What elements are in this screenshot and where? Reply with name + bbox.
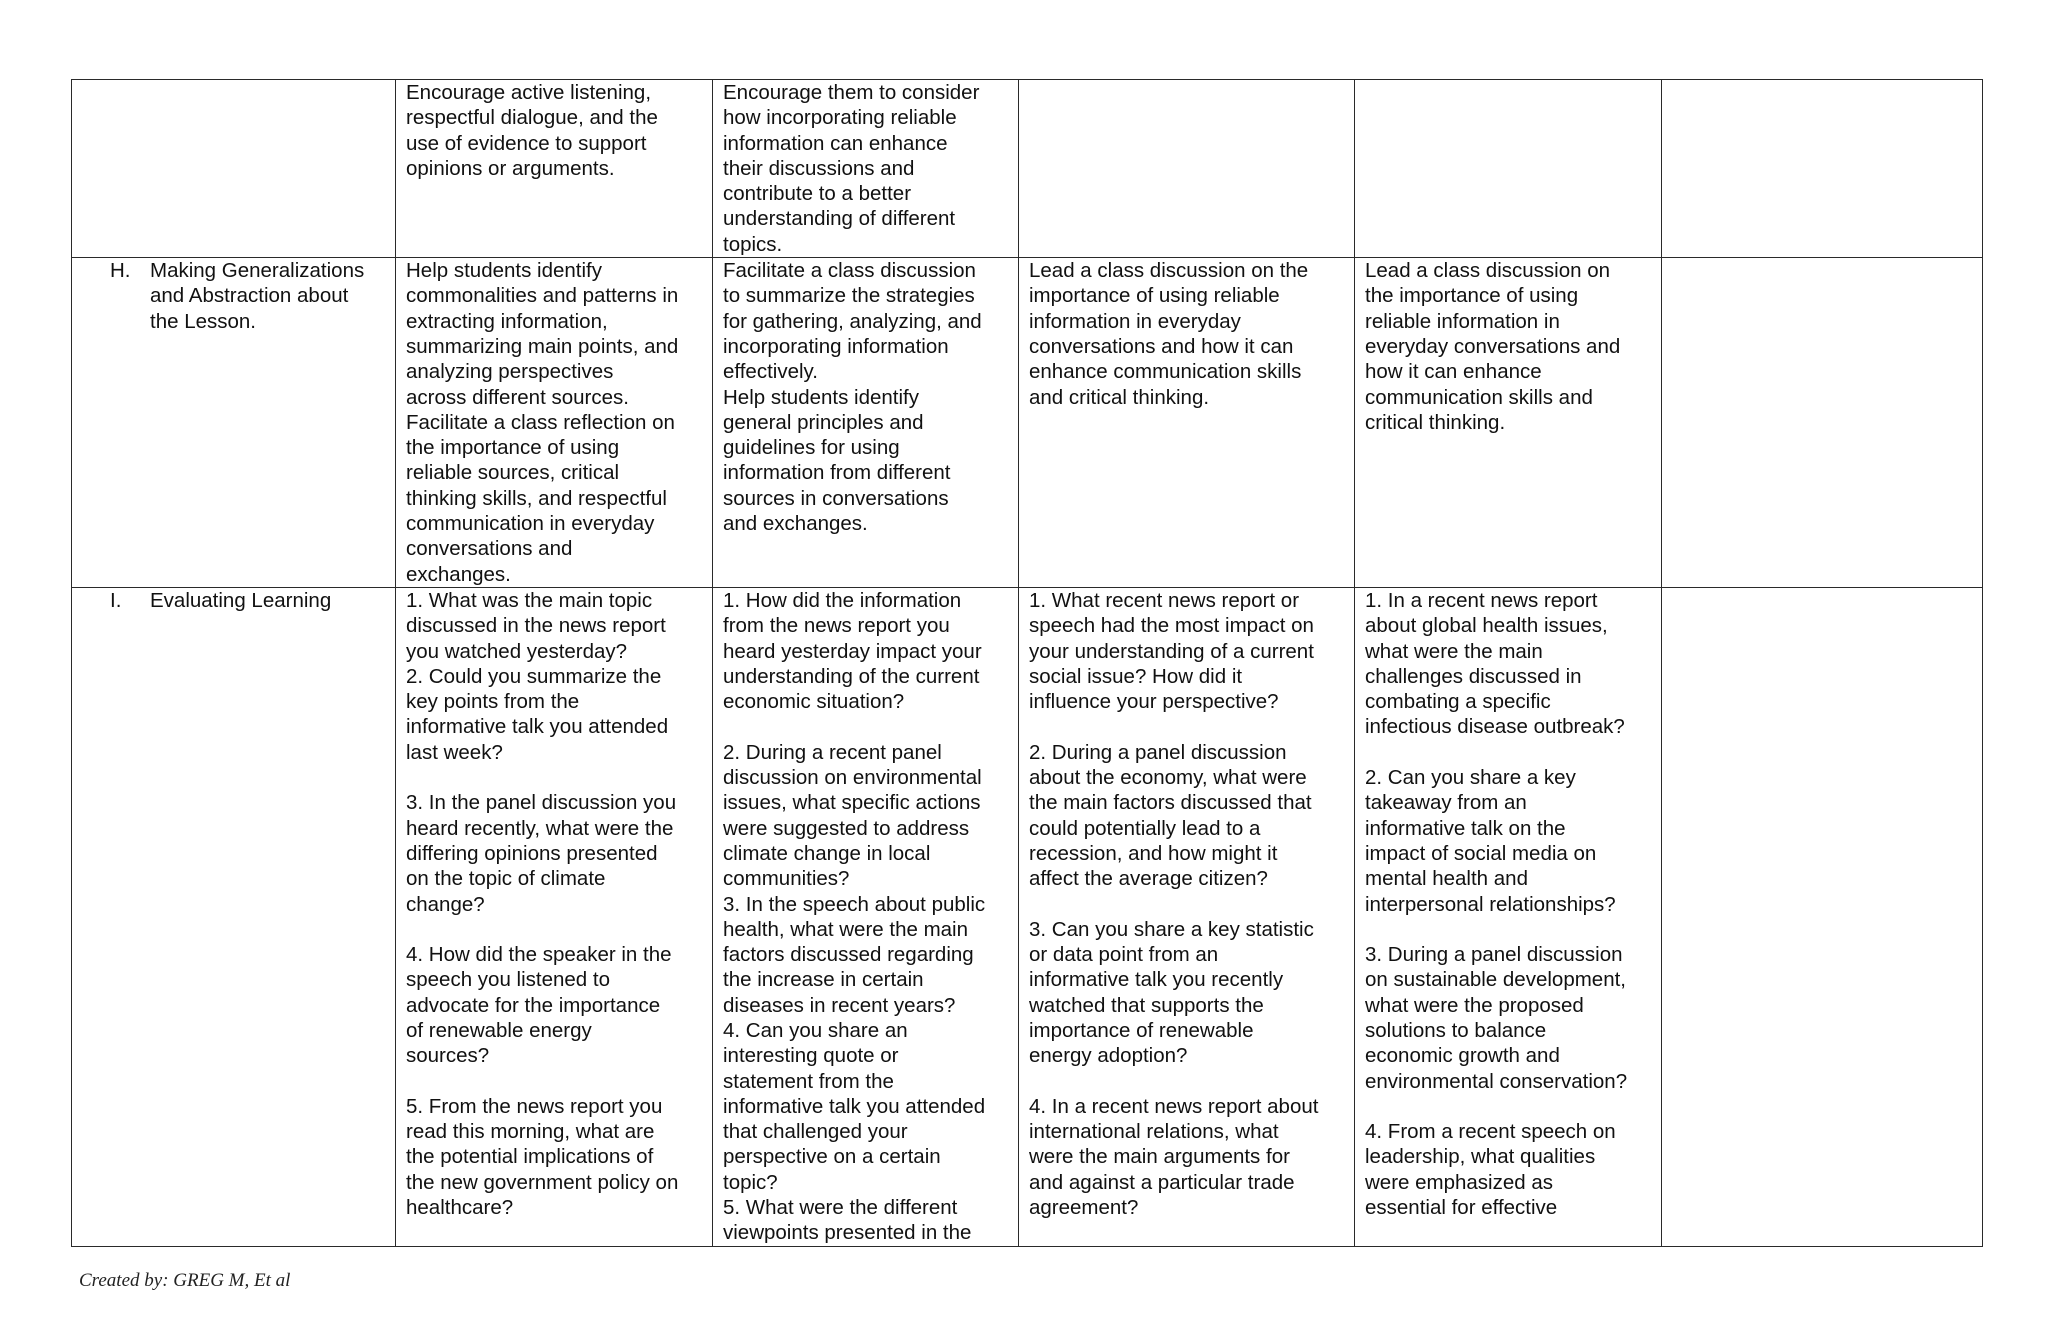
cell-line: analyzing perspectives (406, 360, 614, 384)
cell-line: communities? (723, 867, 850, 891)
table-cell-col-4 (1355, 80, 1662, 258)
blank-line (1029, 714, 1344, 739)
row-i-evaluating-learning (72, 587, 1983, 1246)
row-label-letter: H. (110, 259, 131, 283)
row-label-text (150, 588, 385, 613)
row-label-cell (72, 80, 396, 258)
label-line: the Lesson. (150, 309, 256, 333)
table-cell-col-3 (1019, 258, 1355, 588)
cell-line: and exchanges. (723, 512, 868, 536)
row-label (82, 588, 385, 613)
cell-line: influence your perspective? (1029, 690, 1279, 714)
cell-line: change? (406, 892, 485, 916)
cell-line: topic? (723, 1170, 778, 1194)
cell-line: of renewable energy (406, 1018, 592, 1042)
cell-line: information in everyday (1029, 309, 1241, 333)
cell-line: 3. Can you share a key statistic (1029, 917, 1314, 941)
cell-line: conversations and how it can (1029, 334, 1294, 358)
cell-line: speech you listened to (406, 968, 610, 992)
row-label-text (150, 258, 385, 334)
cell-line: guidelines for using (723, 436, 900, 460)
cell-line: information can enhance (723, 131, 948, 155)
cell-line: agreement? (1029, 1196, 1139, 1220)
cell-line: informative talk you attended (723, 1094, 986, 1118)
table-cell-col-4 (1355, 258, 1662, 588)
cell-line: informative talk you attended (406, 715, 669, 739)
cell-line: communication skills and (1365, 385, 1593, 409)
cell-line: on sustainable development, (1365, 968, 1626, 992)
row-label-cell (72, 587, 396, 1246)
cell-line: 5. From the news report you (406, 1094, 663, 1118)
cell-line: statement from the (723, 1069, 894, 1093)
row-continuation (72, 80, 1983, 258)
blank-line (1365, 740, 1651, 765)
cell-line: incorporating information (723, 334, 949, 358)
cell-line: environmental conservation? (1365, 1069, 1628, 1093)
cell-line: infectious disease outbreak? (1365, 715, 1625, 739)
blank-line (1029, 1069, 1344, 1094)
cell-line: discussion on environmental (723, 766, 982, 790)
cell-line: for gathering, analyzing, and (723, 309, 982, 333)
cell-line: heard recently, what were the (406, 816, 674, 840)
cell-line: effectively. (723, 360, 818, 384)
cell-line: the importance of using (406, 436, 620, 460)
cell-line: that challenged your (723, 1120, 908, 1144)
cell-line: exchanges. (406, 562, 511, 586)
cell-line: the main factors discussed that (1029, 791, 1312, 815)
blank-line (1365, 1094, 1651, 1119)
table-cell-col-5 (1662, 587, 1983, 1246)
table-cell-col-4 (1355, 587, 1662, 1246)
cell-line: on the topic of climate (406, 867, 606, 891)
cell-line: informative talk on the (1365, 816, 1566, 840)
cell-line: last week? (406, 740, 503, 764)
cell-line: essential for effective (1365, 1196, 1558, 1220)
cell-line: 2. Can you share a key (1365, 766, 1576, 790)
table-cell-col-5 (1662, 80, 1983, 258)
cell-line: contribute to a better (723, 182, 912, 206)
lesson-plan-table (71, 79, 1983, 1247)
cell-line: heard yesterday impact your (723, 639, 982, 663)
cell-line: international relations, what (1029, 1120, 1279, 1144)
cell-line: understanding of the current (723, 664, 980, 688)
cell-line: Lead a class discussion on the (1029, 259, 1309, 283)
cell-line: commonalities and patterns in (406, 284, 679, 308)
cell-line: Facilitate a class discussion (723, 259, 976, 283)
cell-line: extracting information, (406, 309, 608, 333)
cell-line: and against a particular trade (1029, 1170, 1295, 1194)
cell-line: Lead a class discussion on (1365, 259, 1611, 283)
cell-line: sources? (406, 1044, 490, 1068)
cell-line: importance of using reliable (1029, 284, 1280, 308)
cell-line: impact of social media on (1365, 841, 1597, 865)
cell-line: were the main arguments for (1029, 1145, 1290, 1169)
cell-line: 1. How did the information (723, 588, 962, 612)
cell-line: economic situation? (723, 690, 905, 714)
cell-line: from the news report you (723, 614, 950, 638)
cell-line: read this morning, what are (406, 1120, 655, 1144)
cell-line: 1. In a recent news report (1365, 588, 1598, 612)
cell-line: 3. In the panel discussion you (406, 791, 677, 815)
cell-line: conversations and (406, 537, 573, 561)
cell-line: key points from the (406, 690, 580, 714)
table-cell-col-1 (396, 258, 713, 588)
cell-line: how it can enhance (1365, 360, 1542, 384)
cell-line: healthcare? (406, 1196, 514, 1220)
cell-line: understanding of different (723, 207, 956, 231)
table-cell-col-2 (713, 587, 1019, 1246)
table-cell-col-1 (396, 80, 713, 258)
cell-line: you watched yesterday? (406, 639, 628, 663)
label-line: Evaluating Learning (150, 588, 332, 612)
table-cell-col-2 (713, 258, 1019, 588)
cell-line: about the economy, what were (1029, 766, 1307, 790)
cell-line: across different sources. (406, 385, 629, 409)
cell-line: energy adoption? (1029, 1044, 1188, 1068)
cell-line: about global health issues, (1365, 614, 1608, 638)
cell-line: 2. During a panel discussion (1029, 740, 1287, 764)
label-line: and Abstraction about (150, 284, 349, 308)
blank-line (1029, 892, 1344, 917)
cell-line: enhance communication skills (1029, 360, 1302, 384)
cell-line: Help students identify (723, 385, 920, 409)
cell-line: to summarize the strategies (723, 284, 975, 308)
cell-line: viewpoints presented in the (723, 1221, 972, 1245)
cell-line: respectful dialogue, and the (406, 106, 658, 130)
cell-line: Encourage active listening, (406, 81, 652, 104)
cell-line: critical thinking. (1365, 410, 1506, 434)
cell-line: 4. From a recent speech on (1365, 1120, 1616, 1144)
cell-line: informative talk you recently (1029, 968, 1284, 992)
cell-line: 2. Could you summarize the (406, 664, 662, 688)
cell-line: interesting quote or (723, 1044, 899, 1068)
cell-line: issues, what specific actions (723, 791, 981, 815)
cell-line: the importance of using (1365, 284, 1579, 308)
footer-credit: Created by: GREG M, Et al (79, 1270, 291, 1291)
cell-line: social issue? How did it (1029, 664, 1243, 688)
cell-line: affect the average citizen? (1029, 867, 1268, 891)
cell-line: takeaway from an (1365, 791, 1527, 815)
cell-line: recession, and how might it (1029, 841, 1278, 865)
cell-line: were suggested to address (723, 816, 970, 840)
label-line: Making Generalizations (150, 259, 365, 283)
cell-line: differing opinions presented (406, 841, 658, 865)
cell-line: solutions to balance (1365, 1018, 1547, 1042)
blank-line (406, 765, 702, 790)
cell-line: 5. What were the different (723, 1196, 958, 1220)
cell-line: speech had the most impact on (1029, 614, 1314, 638)
cell-line: Facilitate a class reflection on (406, 410, 675, 434)
cell-line: interpersonal relationships? (1365, 892, 1616, 916)
cell-line: Help students identify (406, 259, 603, 283)
cell-line: communication in everyday (406, 512, 655, 536)
cell-line: 2. During a recent panel (723, 740, 942, 764)
cell-line: what were the main (1365, 639, 1543, 663)
cell-line: your understanding of a current (1029, 639, 1314, 663)
cell-line: sources in conversations (723, 486, 949, 510)
cell-line: challenges discussed in (1365, 664, 1582, 688)
cell-line: 4. In a recent news report about (1029, 1094, 1319, 1118)
cell-line: summarizing main points, and (406, 334, 679, 358)
table-cell-col-3 (1019, 587, 1355, 1246)
cell-line: what were the proposed (1365, 993, 1584, 1017)
cell-line: were emphasized as (1365, 1170, 1554, 1194)
cell-line: reliable sources, critical (406, 461, 620, 485)
cell-line: health, what were the main (723, 917, 968, 941)
row-label (82, 258, 385, 334)
row-h-generalizations (72, 258, 1983, 588)
cell-line: their discussions and (723, 156, 915, 180)
cell-line: topics. (723, 232, 783, 256)
cell-line: everyday conversations and (1365, 334, 1621, 358)
cell-line: 3. During a panel discussion (1365, 943, 1623, 967)
cell-line: use of evidence to support (406, 131, 647, 155)
blank-line (723, 714, 1008, 739)
row-label-letter: I. (110, 588, 122, 612)
cell-line: combating a specific (1365, 690, 1551, 714)
cell-line: economic growth and (1365, 1044, 1560, 1068)
row-label-cell (72, 258, 396, 588)
cell-line: and critical thinking. (1029, 385, 1210, 409)
cell-line: diseases in recent years? (723, 993, 956, 1017)
cell-line: or data point from an (1029, 943, 1219, 967)
table-cell-col-5 (1662, 258, 1983, 588)
table-cell-col-3 (1019, 80, 1355, 258)
cell-line: leadership, what qualities (1365, 1145, 1596, 1169)
cell-line: opinions or arguments. (406, 156, 615, 180)
cell-line: information from different (723, 461, 951, 485)
cell-line: 3. In the speech about public (723, 892, 986, 916)
cell-line: how incorporating reliable (723, 106, 957, 130)
cell-line: factors discussed regarding (723, 943, 974, 967)
table-cell-col-2 (713, 80, 1019, 258)
cell-line: the increase in certain (723, 968, 924, 992)
cell-line: 1. What recent news report or (1029, 588, 1300, 612)
cell-line: discussed in the news report (406, 614, 666, 638)
table-cell-col-1 (396, 587, 713, 1246)
cell-line: importance of renewable (1029, 1018, 1254, 1042)
cell-line: watched that supports the (1029, 993, 1264, 1017)
cell-line: perspective on a certain (723, 1145, 941, 1169)
cell-line: Encourage them to consider (723, 81, 980, 104)
cell-line: the potential implications of (406, 1145, 654, 1169)
cell-line: reliable information in (1365, 309, 1560, 333)
cell-line: thinking skills, and respectful (406, 486, 667, 510)
cell-line: advocate for the importance (406, 993, 661, 1017)
cell-line: could potentially lead to a (1029, 816, 1261, 840)
cell-line: 4. Can you share an (723, 1018, 908, 1042)
cell-line: general principles and (723, 410, 924, 434)
cell-line: 4. How did the speaker in the (406, 943, 672, 967)
cell-line: climate change in local (723, 841, 931, 865)
blank-line (406, 1069, 702, 1094)
cell-line: the new government policy on (406, 1170, 679, 1194)
cell-line: mental health and (1365, 867, 1528, 891)
blank-line (1365, 917, 1651, 942)
blank-line (406, 917, 702, 942)
cell-line: 1. What was the main topic (406, 588, 653, 612)
